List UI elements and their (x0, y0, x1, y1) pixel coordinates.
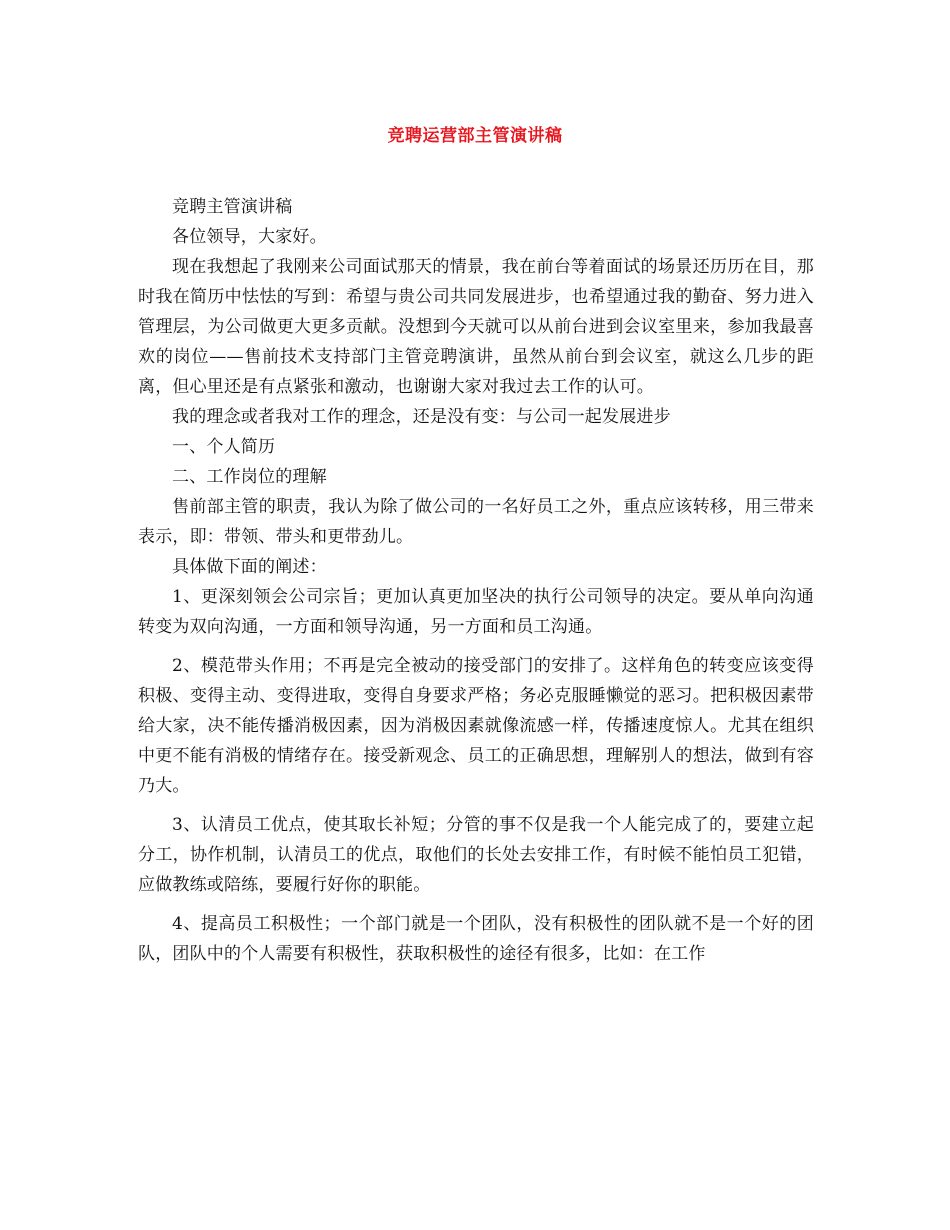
paragraph-greeting: 各位领导，大家好。 (172, 227, 327, 247)
paragraph-intro: 现在我想起了我刚来公司面试那天的情景，我在前台等着面试的场景还历历在目，那时我在简历中怯怯的写到：希望与贵公司共同发展进步，也希望通过我的勤奋、努力进入管理层，为公司做更大更多贡献。没想到今天就可以从前台进到会议室里来，参加我最喜欢的岗位——售前技术支持部门主管竞聘演讲，虽然从前台到会议室，就这么几步的距离，但心里还是有点紧张和激动，也谢谢大家对我过去工作的认可。 (138, 257, 814, 397)
document-body (138, 192, 814, 969)
section-heading-resume: 一、个人简历 (172, 437, 276, 457)
section-heading-understanding: 二、工作岗位的理解 (172, 467, 327, 487)
paragraph-duties: 售前部主管的职责，我认为除了做公司的一名好员工之外，重点应该转移，用三带来表示，即：带领、带头和更带劲儿。 (138, 497, 814, 547)
list-item-2: 2、模范带头作用；不再是完全被动的接受部门的安排了。这样角色的转变应该变得积极、变得主动、变得进取，变得自身要求严格；务必克服睡懒觉的恶习。把积极因素带给大家，决不能传播消极因素，因为消极因素就像流感一样，传播速度惊人。尤其在组织中更不能有消极的情绪存在。接受新观念、员工的正确思想，理解别人的想法，做到有容乃大。 (138, 656, 814, 796)
list-item-1: 1、更深刻领会公司宗旨；更加认真更加坚决的执行公司领导的决定。要从单向沟通转变为双向沟通，一方面和领导沟通，另一方面和员工沟通。 (138, 587, 814, 637)
paragraph-elaboration: 具体做下面的阐述： (172, 557, 327, 577)
paragraph-philosophy: 我的理念或者我对工作的理念，还是没有变：与公司一起发展进步 (172, 407, 671, 427)
document-title: 竞聘运营部主管演讲稿 (387, 126, 563, 146)
list-item-4: 4、提高员工积极性；一个部门就是一个团队，没有积极性的团队就不是一个好的团队，团队中的个人需要有积极性，获取积极性的途径有很多，比如：在工作 (138, 914, 814, 964)
list-item-3: 3、认清员工优点，使其取长补短；分管的事不仅是我一个人能完成了的，要建立起分工，协作机制，认清员工的优点，取他们的长处去安排工作，有时候不能怕员工犯错，应做教练或陪练，要履行好你的职能。 (138, 815, 814, 895)
paragraph-subtitle: 竞聘主管演讲稿 (172, 197, 293, 217)
